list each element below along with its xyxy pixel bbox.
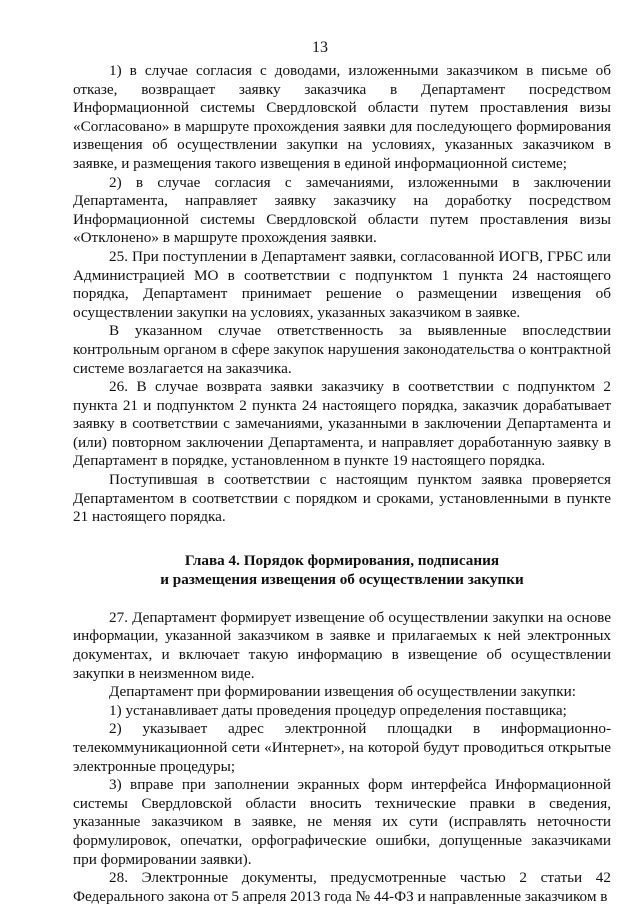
paragraph: 2) указывает адрес электронной площадки в информационно-телекоммуникационной сети «Интернет», на которой будут проводиться открытые электронные процедуры;: [73, 720, 611, 775]
document-body: [73, 62, 611, 906]
chapter-heading-line: Глава 4. Порядок формирования, подписания: [184, 551, 500, 569]
paragraph: Департамент при формировании извещения об осуществлении закупки:: [109, 683, 576, 701]
paragraph: 27. Департамент формирует извещение об осуществлении закупки на основе информации, указанной заказчиком в заявке и прилагаемых к ней электронных документах, и включает такую информацию в извещение об осуществлении закупки в неизменном виде.: [73, 608, 611, 682]
page-number: 13: [312, 39, 328, 56]
paragraph: Поступившая в соответствии с настоящим пунктом заявка проверяется Департаментом в соответствии с порядком и сроками, установленными в пункте 21 настоящего порядка.: [73, 471, 611, 526]
paragraph: 1) в случае согласия с доводами, изложенными заказчиком в письме об отказе, возвращает заявку заказчика в Департамент посредством Информационной системы Свердловской области путем проставления визы «Согласовано» в маршруте прохождения заявки для последующего формирования извещения об осуществлении закупки на условиях, указанных заказчиком в заявке, и размещения такого извещения в единой информационной системе;: [73, 62, 611, 172]
paragraph: 3) вправе при заполнении экранных форм интерфейса Информационной системы Свердловской области вносить технические правки в сведения, указанные заказчиком в заявке, не меняя их сути (исправлять неточности формулировок, опечатки, орфографические ошибки, допущенные заказчиками при формировании заявки).: [73, 776, 611, 868]
paragraph: В указанном случае ответственность за выявленные впоследствии контрольным органом в сфере закупок нарушения законодательства о контрактной системе возлагается на заказчика.: [73, 322, 611, 377]
paragraph: 2) в случае согласия с замечаниями, изложенными в заключении Департамента, направляет заявку заказчику на доработку посредством Информационной системы Свердловской области путем проставления визы «Отклонено» в маршруте прохождения заявки.: [73, 173, 611, 247]
paragraph: 25. При поступлении в Департамент заявки, согласованной ИОГВ, ГРБС или Администрацией МО в соответствии с подпунктом 1 пункта 24 настоящего порядка, Департамент принимает решение о размещении извещения об осуществлении закупки на условиях, указанных заказчиком в заявке.: [73, 247, 611, 321]
chapter-heading-line: и размещения извещения об осуществлении закупки: [160, 570, 524, 588]
chapter-heading: [73, 551, 611, 589]
paragraph: 1) устанавливает даты проведения процедур определения поставщика;: [109, 701, 567, 719]
paragraph: 26. В случае возврата заявки заказчику в соответствии с подпунктом 2 пункта 21 и подпунктом 2 пункта 24 настоящего порядка, заказчик дорабатывает заявку в соответствии с замечаниями, указанными в заключении Департамента и (или) повторном заключении Департамента, и направляет доработанную заявку в Департамент в порядке, установленном в пункте 19 настоящего порядка.: [73, 378, 611, 470]
paragraph: 28. Электронные документы, предусмотренные частью 2 статьи 42 Федерального закона от 5 апреля 2013 года № 44-ФЗ и направленные заказчиком в: [73, 869, 611, 905]
